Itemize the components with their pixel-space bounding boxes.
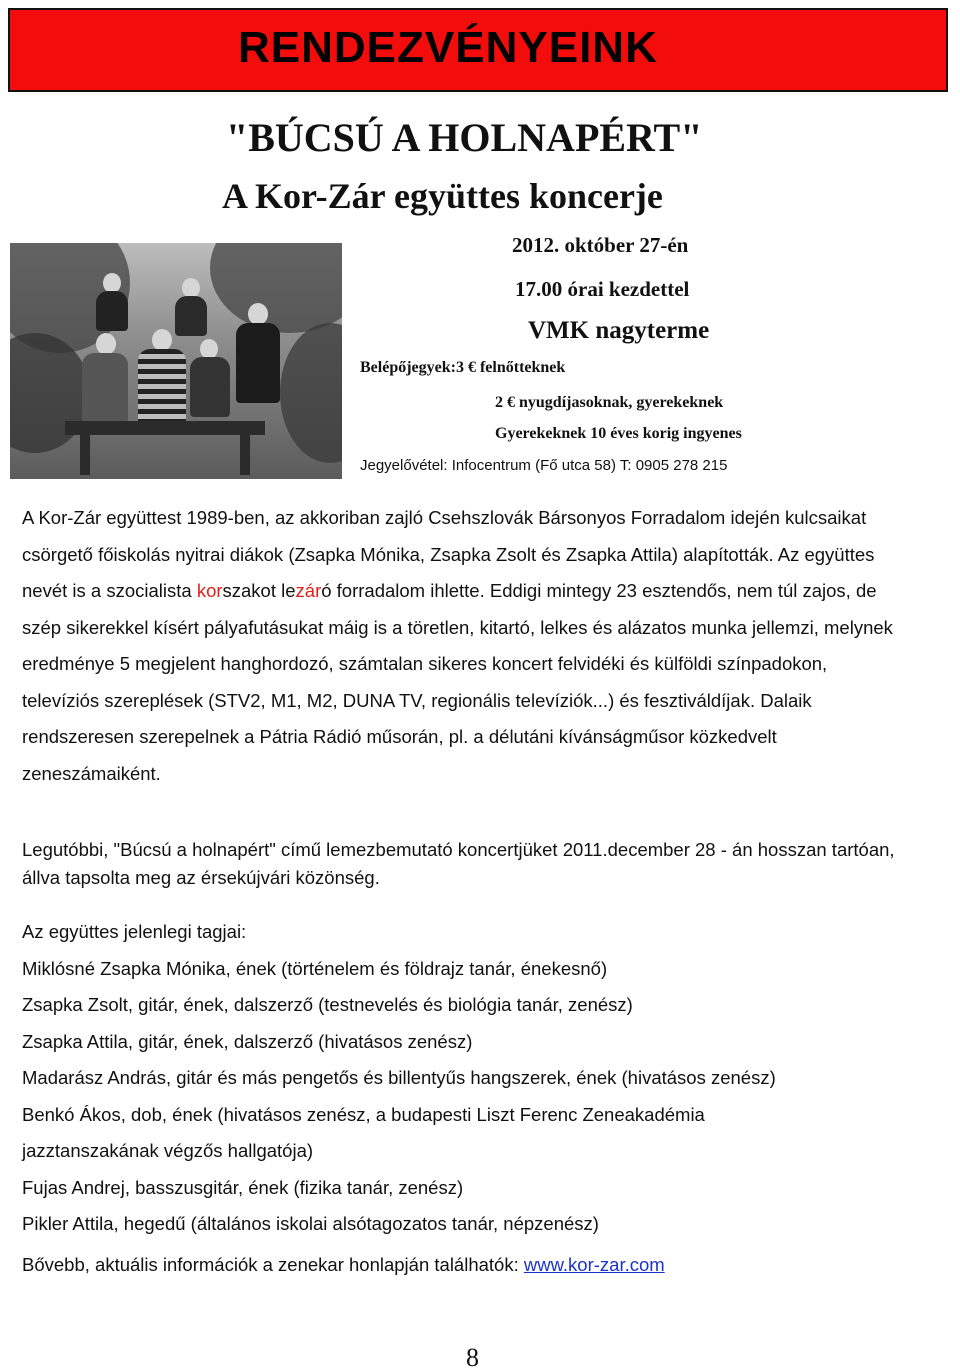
ticket-price-reduced: 2 € nyugdíjasoknak, gyerekeknek <box>495 394 724 411</box>
ticket-price-adults: Belépőjegyek:3 € felnőtteknek <box>360 359 566 376</box>
members-list <box>22 914 922 1243</box>
poster-title: "BÚCSÚ A HOLNAPÉRT" <box>226 115 703 160</box>
member-item: Fujas Andrej, basszusgitár, ének (fizika tanár, zenész) <box>22 1176 464 1198</box>
more-info-line: Bővebb, aktuális információk a zenekar honlapján találhatók: www.kor-zar.com <box>22 1254 665 1275</box>
article-paragraph-history: A Kor-Zár együttest 1989-ben, az akkoriban zajló Csehszlovák Bársonyos Forradalom idején kulcsaikat csörgető főiskolás nyitrai diákok (Zsapka Mónika, Zsapka Zsolt és Zsapka Attila) alapították. Az együttes nevét is a szocialista korszakot lezáró forradalom ihlette. Eddigi mintegy 23 esztendős, nem túl zajos, de szép sikerekkel kísért pályafutásukat máig is a töretlen, kitartó, lelkes és alázatos munka jellemzi, melynek eredménye 5 megjelent hanghordozó, számtalan sikeres koncert felvidéki és külföldi színpadokon, televíziós szereplések (STV2, M1, M2, DUNA TV, regionális televíziók...) és fesztiváldíjak. Dalaik rendszeresen szerepelnek a Pátria Rádió műsorán, pl. a délutáni kívánságműsor közkedvelt zeneszámaiként. <box>22 507 893 784</box>
member-item: Benkó Ákos, dob, ének (hivatásos zenész, a budapesti Liszt Ferenc Zeneakadémia <box>22 1103 705 1125</box>
band-photo <box>10 243 342 479</box>
member-item: Miklósné Zsapka Mónika, ének (történelem és földrajz tanár, énekesnő) <box>22 957 608 979</box>
page-number: 8 <box>466 1343 479 1372</box>
member-item: Zsapka Zsolt, gitár, ének, dalszerző (testnevelés és biológia tanár, zenész) <box>22 994 633 1015</box>
page-title: RENDEZVÉNYEINK <box>238 23 658 72</box>
website-link[interactable]: www.kor-zar.com <box>523 1254 665 1275</box>
ticket-free-children: Gyerekeknek 10 éves korig ingyenes <box>495 425 742 442</box>
ticket-booking-info: Jegyelővétel: Infocentrum (Fő utca 58) T: 0905 278 215 <box>360 457 728 474</box>
event-venue: VMK nagyterme <box>528 317 710 344</box>
members-heading: Az együttes jelenlegi tagjai: <box>22 921 247 942</box>
article-paragraph-latest-concert: Legutóbbi, "Búcsú a holnapért" című lemezbemutató koncertjüket 2011.december 28 - án hosszan tartóan, állva tapsolta meg az érsekújvári közönség. <box>22 839 895 888</box>
member-item: Pikler Attila, hegedű (általános iskolai alsótagozatos tanár, népzenész) <box>22 1213 599 1234</box>
member-item: Zsapka Attila, gitár, ének, dalszerző (hivatásos zenész) <box>22 1030 473 1052</box>
event-date: 2012. október 27-én <box>512 233 689 257</box>
member-item: jazztanszakának végzős hallgatója) <box>22 1140 314 1161</box>
poster-subtitle: A Kor-Zár együttes koncerje <box>222 176 663 216</box>
event-time: 17.00 órai kezdettel <box>515 277 690 301</box>
member-item: Madarász András, gitár és más pengetős és billentyűs hangszerek, ének (hivatásos zenész) <box>22 1067 776 1088</box>
